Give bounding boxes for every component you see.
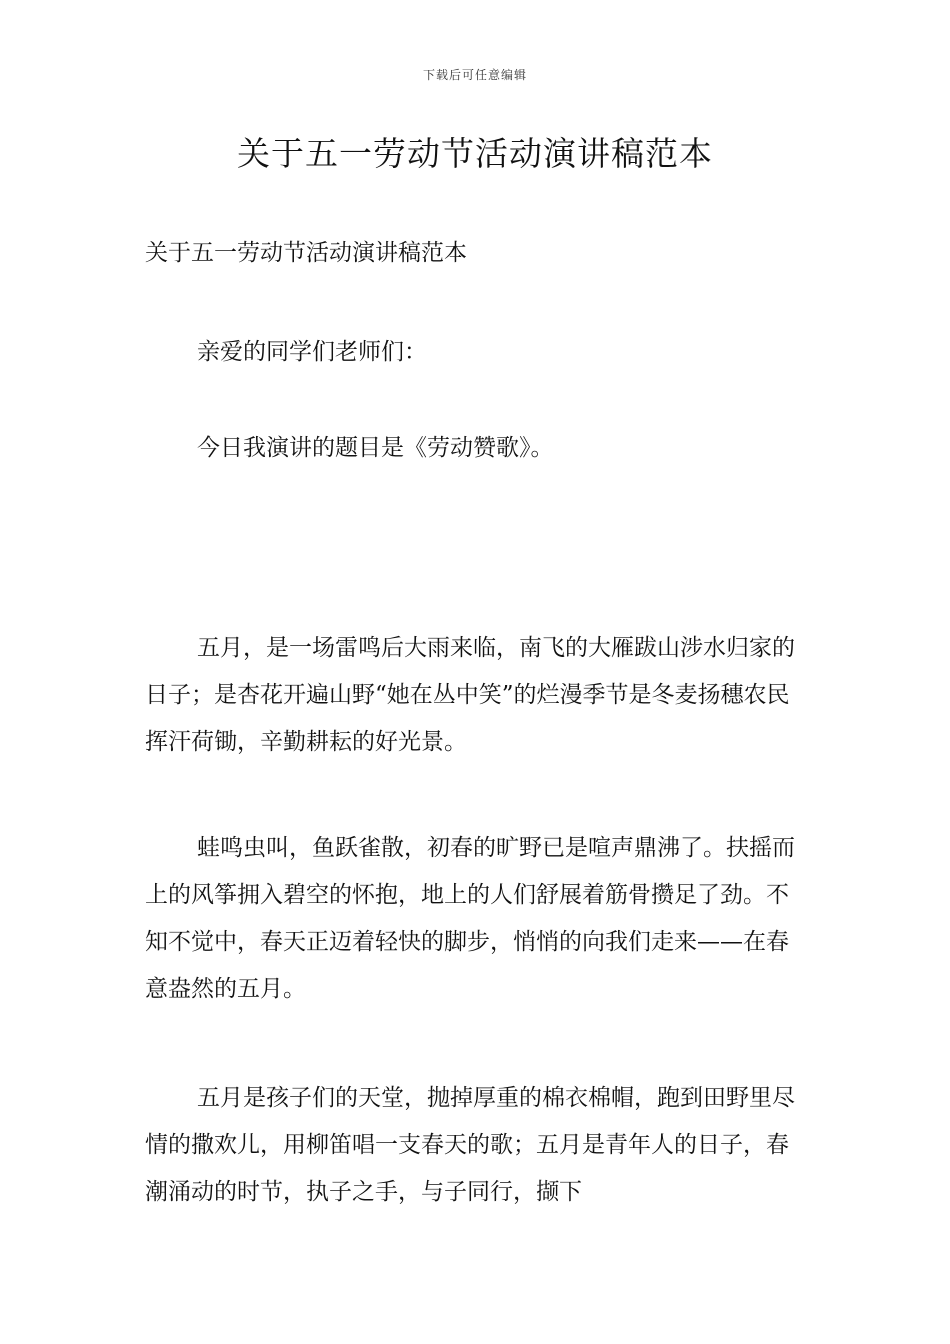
body-paragraph: 蛙鸣虫叫，鱼跃雀散，初春的旷野已是喧声鼎沸了。扶摇而上的风筝拥入碧空的怀抱，地上的人们舒展着筋骨攒足了劲。不知不觉中，春天正迈着轻快的脚步，悄悄的向我们走来——在春意盎然的五月。 (145, 835, 795, 1002)
body-paragraph: 五月，是一场雷鸣后大雨来临，南飞的大雁跋山涉水归家的日子；是杏花开遍山野“她在丛中笑”的烂漫季节是冬麦扬穗农民挥汗荷锄，辛勤耕耘的好光景。 (145, 635, 795, 755)
body-paragraph: 五月是孩子们的天堂，抛掉厚重的棉衣棉帽，跑到田野里尽情的撒欢儿，用柳笛唱一支春天的歌；五月是青年人的日子，春潮涌动的时节，执子之手，与子同行，撷下 (145, 1085, 795, 1205)
document-subtitle: 关于五一劳动节活动演讲稿范本 (145, 240, 467, 266)
topic-line: 今日我演讲的题目是《劳动赞歌》。 (197, 435, 554, 461)
document-title: 关于五一劳动节活动演讲稿范本 (237, 134, 713, 173)
header-note: 下载后可任意编辑 (422, 68, 527, 82)
salutation: 亲爱的同学们老师们： (197, 339, 427, 365)
